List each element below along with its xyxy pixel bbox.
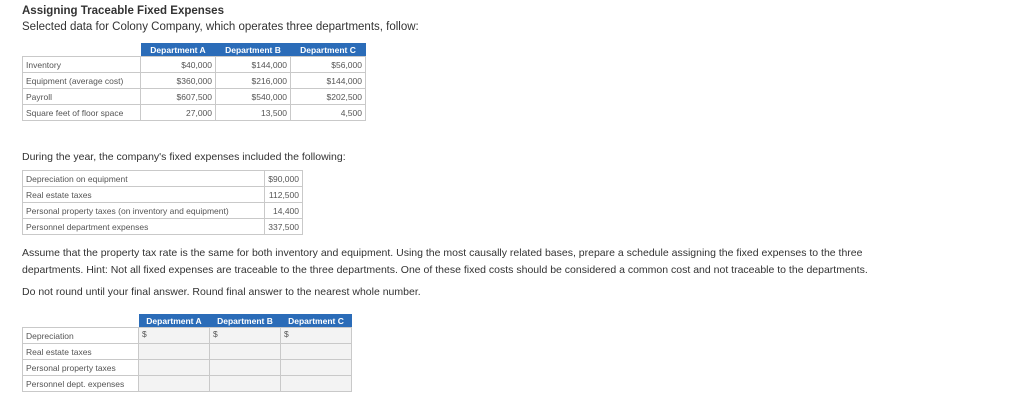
table-cell: $40,000 bbox=[141, 57, 216, 73]
answer-cell bbox=[139, 360, 210, 376]
row-label: Depreciation on equipment bbox=[23, 171, 265, 187]
table-row bbox=[23, 203, 303, 219]
table-row bbox=[23, 344, 352, 360]
table-cell: 27,000 bbox=[141, 105, 216, 121]
problem-title: Assigning Traceable Fixed Expenses bbox=[22, 5, 224, 17]
table-row bbox=[23, 219, 303, 235]
row-label: Real estate taxes bbox=[23, 187, 265, 203]
personnel-expenses-dept-a-input[interactable] bbox=[139, 376, 209, 391]
table-cell: 337,500 bbox=[265, 219, 303, 235]
personal-property-taxes-dept-a-input[interactable] bbox=[139, 360, 209, 375]
table-row bbox=[23, 73, 366, 89]
table-cell: $607,500 bbox=[141, 89, 216, 105]
answer-cell bbox=[210, 360, 281, 376]
row-label: Personal property taxes (on inventory and equipment) bbox=[23, 203, 265, 219]
depreciation-dept-b-input[interactable] bbox=[210, 328, 280, 343]
dollar-sign: $ bbox=[284, 329, 289, 339]
answer-cell bbox=[139, 344, 210, 360]
table-cell: $360,000 bbox=[141, 73, 216, 89]
row-label: Equipment (average cost) bbox=[23, 73, 141, 89]
instructions-line-1: Assume that the property tax rate is the same for both inventory and equipment. Using the most causally related bases, prepare a schedule assigning the fixed expenses to the three bbox=[22, 247, 863, 259]
problem-subtitle: Selected data for Colony Company, which operates three departments, follow: bbox=[22, 21, 419, 33]
real-estate-taxes-dept-c-input[interactable] bbox=[281, 344, 351, 359]
row-label: Personal property taxes bbox=[23, 360, 139, 376]
answer-cell bbox=[281, 376, 352, 392]
column-header: Department C bbox=[291, 43, 366, 57]
answer-cell bbox=[139, 376, 210, 392]
personal-property-taxes-dept-b-input[interactable] bbox=[210, 360, 280, 375]
column-header: Department C bbox=[281, 314, 352, 328]
answer-cell bbox=[281, 344, 352, 360]
real-estate-taxes-dept-a-input[interactable] bbox=[139, 344, 209, 359]
real-estate-taxes-dept-b-input[interactable] bbox=[210, 344, 280, 359]
answer-cell bbox=[281, 360, 352, 376]
row-label: Personnel dept. expenses bbox=[23, 376, 139, 392]
table-cell: $202,500 bbox=[291, 89, 366, 105]
answer-cell bbox=[210, 376, 281, 392]
row-label: Square feet of floor space bbox=[23, 105, 141, 121]
depreciation-dept-a-input[interactable] bbox=[139, 328, 209, 343]
table-cell: $540,000 bbox=[216, 89, 291, 105]
instructions-line-3: Do not round until your final answer. Round final answer to the nearest whole number. bbox=[22, 286, 421, 298]
table-cell: 13,500 bbox=[216, 105, 291, 121]
column-header: Department B bbox=[216, 43, 291, 57]
table-row bbox=[23, 328, 352, 344]
table-row bbox=[23, 376, 352, 392]
table-cell: 14,400 bbox=[265, 203, 303, 219]
fixed-expenses-intro: During the year, the company's fixed expenses included the following: bbox=[22, 151, 346, 163]
table-row bbox=[23, 57, 366, 73]
row-label: Depreciation bbox=[23, 328, 139, 344]
department-data-table bbox=[22, 43, 366, 121]
instructions-line-2: departments. Hint: Not all fixed expenses are traceable to the three departments. One of these fixed costs should be considered a common cost and not traceable to the departments. bbox=[22, 264, 868, 276]
column-header: Department A bbox=[141, 43, 216, 57]
table-cell: $144,000 bbox=[216, 57, 291, 73]
personnel-expenses-dept-b-input[interactable] bbox=[210, 376, 280, 391]
depreciation-dept-c-input[interactable] bbox=[281, 328, 351, 343]
table-header-row bbox=[23, 314, 352, 328]
answer-cell bbox=[210, 344, 281, 360]
dollar-sign: $ bbox=[142, 329, 147, 339]
table-row bbox=[23, 187, 303, 203]
column-header: Department A bbox=[139, 314, 210, 328]
table-row bbox=[23, 171, 303, 187]
dollar-sign: $ bbox=[213, 329, 218, 339]
row-label: Inventory bbox=[23, 57, 141, 73]
table-cell: $90,000 bbox=[265, 171, 303, 187]
answer-cell bbox=[210, 328, 281, 344]
row-label: Real estate taxes bbox=[23, 344, 139, 360]
personnel-expenses-dept-c-input[interactable] bbox=[281, 376, 351, 391]
table-cell: $144,000 bbox=[291, 73, 366, 89]
table-row bbox=[23, 89, 366, 105]
personal-property-taxes-dept-c-input[interactable] bbox=[281, 360, 351, 375]
row-label: Payroll bbox=[23, 89, 141, 105]
table-header-row bbox=[23, 43, 366, 57]
row-label: Personnel department expenses bbox=[23, 219, 265, 235]
answer-cell bbox=[139, 328, 210, 344]
fixed-expenses-table bbox=[22, 170, 303, 235]
table-cell: $216,000 bbox=[216, 73, 291, 89]
answer-table bbox=[22, 314, 352, 392]
table-row bbox=[23, 105, 366, 121]
table-row bbox=[23, 360, 352, 376]
answer-cell bbox=[281, 328, 352, 344]
table-cell: 4,500 bbox=[291, 105, 366, 121]
column-header: Department B bbox=[210, 314, 281, 328]
table-cell: 112,500 bbox=[265, 187, 303, 203]
table-cell: $56,000 bbox=[291, 57, 366, 73]
